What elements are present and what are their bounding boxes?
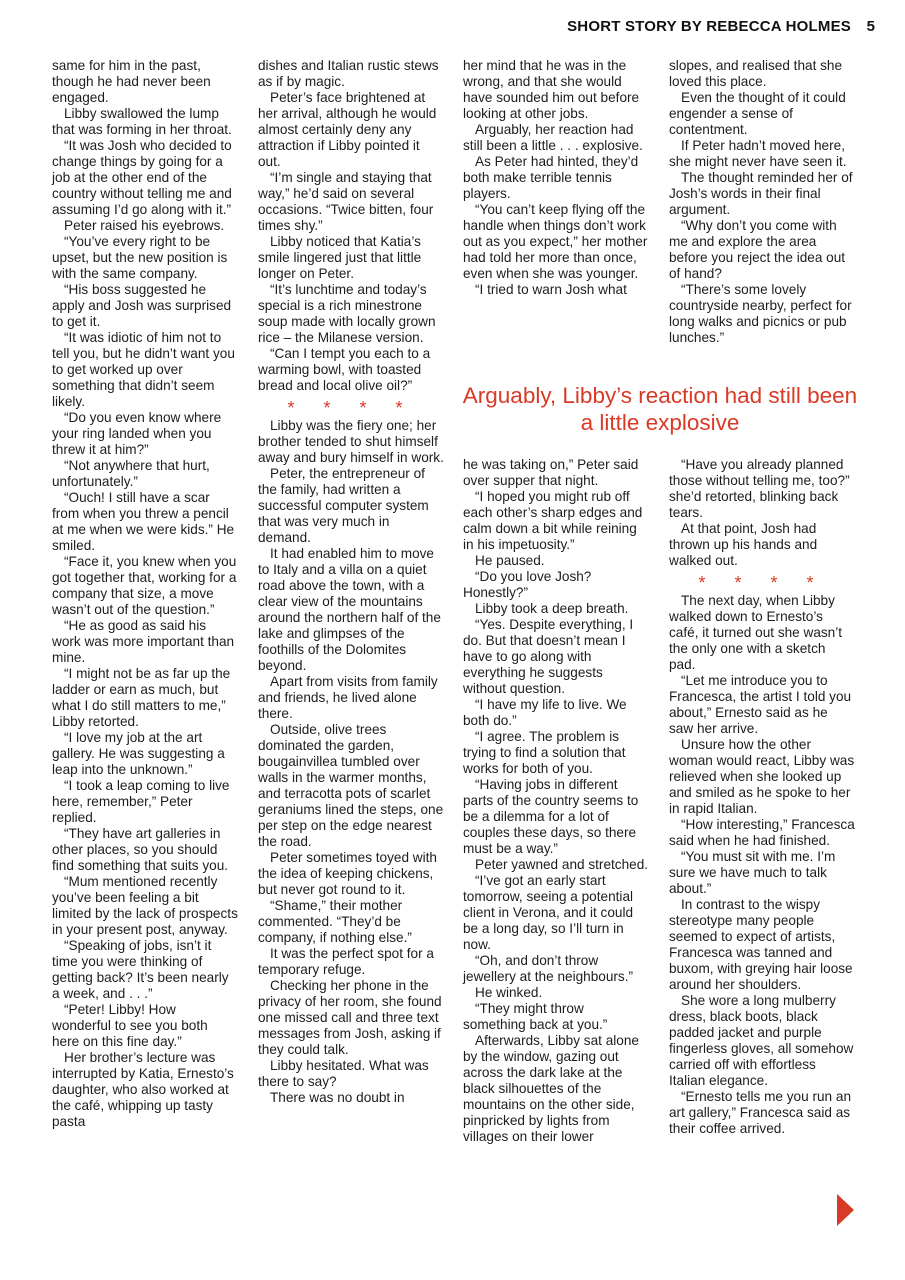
paragraph: At that point, Josh had thrown up his hands and walked out. — [669, 521, 818, 568]
paragraph: her mind that he was in the wrong, and that she would have sounded him out before looking at other jobs. — [463, 58, 640, 121]
column-3-bottom — [463, 457, 649, 1145]
paragraph: “I took a leap coming to live here, remember,” Peter replied. — [52, 778, 230, 825]
paragraph: “How interesting,” Francesca said when he had finished. — [669, 817, 855, 848]
paragraph: “They might throw something back at you.” — [463, 1001, 608, 1032]
paragraph: “Mum mentioned recently you’ve been feeling a bit limited by the lack of prospects in your present post, anyway. — [52, 874, 238, 937]
paragraph: Apart from visits from family and friends, he lived alone there. — [258, 674, 438, 721]
paragraph: He paused. — [475, 553, 545, 568]
paragraph: Peter’s face brightened at her arrival, although he would almost certainly deny any attraction if Libby pointed it out. — [258, 90, 437, 169]
paragraph: Checking her phone in the privacy of her room, she found one missed call and three text messages from Josh, asking if they could talk. — [258, 978, 442, 1057]
column-4-bottom — [669, 457, 855, 1137]
paragraph: If Peter hadn’t moved here, she might never have seen it. — [669, 138, 847, 169]
paragraph: Libby hesitated. What was there to say? — [258, 1058, 429, 1089]
paragraph: “I might not be as far up the ladder or earn as much, but what I do still matters to me,” Libby retorted. — [52, 666, 231, 729]
section-separator: * * * * — [287, 398, 415, 418]
paragraph: “I agree. The problem is trying to find a solution that works for both of you. — [463, 729, 626, 776]
paragraph: same for him in the past, though he had never been engaged. — [52, 58, 211, 105]
story-header-title: SHORT STORY BY REBECCA HOLMES — [567, 18, 851, 35]
paragraph: Libby took a deep breath. — [475, 601, 629, 616]
paragraph: “There’s some lovely countryside nearby, perfect for long walks and picnics or pub lunches.” — [669, 282, 852, 345]
paragraph: Peter raised his eyebrows. — [64, 218, 225, 233]
paragraph: “Having jobs in different parts of the country seems to be a dilemma for a lot of couples these days, so there must be a way.” — [463, 777, 639, 856]
paragraph: Libby swallowed the lump that was forming in her throat. — [52, 106, 232, 137]
paragraph: “Ernesto tells me you run an art gallery,” Francesca said as their coffee arrived. — [669, 1089, 852, 1136]
paragraph: “It was idiotic of him not to tell you, but he didn’t want you to get worked up over something that didn’t seem likely. — [52, 330, 235, 409]
paragraph: Her brother’s lecture was interrupted by Katia, Ernesto’s daughter, who also worked at the café, whipping up tasty pasta — [52, 1050, 234, 1129]
paragraph: “Yes. Despite everything, I do. But that doesn’t mean I have to go along with everything he suggests without question. — [463, 617, 634, 696]
paragraph: “Not anywhere that hurt, unfortunately.” — [52, 458, 210, 489]
paragraph: “I hoped you might rub off each other’s sharp edges and calm down a bit while reining in his impetuosity.” — [463, 489, 643, 552]
paragraph: “I tried to warn Josh what — [475, 282, 627, 297]
paragraph: “His boss suggested he apply and Josh was surprised to get it. — [52, 282, 232, 329]
paragraph: Peter sometimes toyed with the idea of keeping chickens, but never got round to it. — [258, 850, 437, 897]
paragraph: “Peter! Libby! How wonderful to see you both here on this fine day.” — [52, 1002, 208, 1049]
column-2-bottom — [258, 418, 444, 1106]
paragraph: “Do you love Josh? Honestly?” — [463, 569, 592, 600]
paragraph: “Shame,” their mother commented. “They’d be company, if nothing else.” — [258, 898, 412, 945]
column-1 — [52, 58, 238, 1130]
paragraph: “You can’t keep flying off the handle when things don’t work out as you expect,” her mother had told her more than once, even when she was younger. — [463, 202, 648, 281]
paragraph: In contrast to the wispy stereotype many people seemed to expect of artists, Francesca was tanned and buxom, with greying hair loose around her shoulders. — [669, 897, 853, 992]
paragraph: “Have you already planned those without telling me, too?” she’d retorted, blinking back tears. — [669, 457, 850, 520]
paragraph: “I love my job at the art gallery. He was suggesting a leap into the unknown.” — [52, 730, 225, 777]
paragraph: “Let me introduce you to Francesca, the artist I told you about,” Ernesto said as he saw her arrive. — [669, 673, 852, 736]
paragraph: Even the thought of it could engender a sense of contentment. — [669, 90, 846, 137]
paragraph: slopes, and realised that she loved this place. — [669, 58, 843, 89]
paragraph: Arguably, her reaction had still been a little . . . explosive. — [463, 122, 643, 153]
column-2-top — [258, 58, 444, 394]
paragraph: As Peter had hinted, they’d both make terrible tennis players. — [463, 154, 639, 201]
column-4-middle — [669, 457, 855, 569]
column-3-top — [463, 58, 649, 298]
section-separator: * * * * — [698, 573, 826, 593]
paragraph: dishes and Italian rustic stews as if by magic. — [258, 58, 439, 89]
paragraph: “Oh, and don’t throw jewellery at the neighbours.” — [463, 953, 634, 984]
paragraph: Libby noticed that Katia’s smile lingered just that little longer on Peter. — [258, 234, 422, 281]
paragraph: “You’ve every right to be upset, but the new position is with the same company. — [52, 234, 228, 281]
page-number: 5 — [866, 18, 875, 35]
paragraph: There was no doubt in — [270, 1090, 405, 1105]
paragraph: Libby was the fiery one; her brother tended to shut himself away and bury himself in work. — [258, 418, 444, 465]
paragraph: Peter, the entrepreneur of the family, had written a successful computer system that was very much in demand. — [258, 466, 429, 545]
paragraph: Peter yawned and stretched. — [475, 857, 649, 872]
paragraph: “Do you even know where your ring landed when you threw it at him?” — [52, 410, 222, 457]
paragraph: “I’ve got an early start tomorrow, seeing a potential client in Verona, and it could be a long day, so I’ll turn in now. — [463, 873, 634, 952]
paragraph: “Face it, you knew when you got together that, working for a company that size, a move wasn’t out of the question.” — [52, 554, 237, 617]
paragraph: “He as good as said his work was more important than mine. — [52, 618, 235, 665]
paragraph: “Ouch! I still have a scar from when you threw a pencil at me when we were kids.” He smiled. — [52, 490, 235, 553]
paragraph: “It’s lunchtime and today’s special is a rich minestrone soup made with locally grown rice – the Milanese version. — [258, 282, 436, 345]
column-4-top — [669, 58, 855, 346]
paragraph: The thought reminded her of Josh’s words in their final argument. — [669, 170, 853, 217]
pull-quote: Arguably, Libby’s reaction had still been a little explosive — [462, 383, 858, 435]
paragraph: He winked. — [475, 985, 543, 1000]
paragraph: The next day, when Libby walked down to Ernesto’s café, it turned out she wasn’t the only one with a sketch pad. — [669, 593, 843, 672]
paragraph: It was the perfect spot for a temporary refuge. — [258, 946, 434, 977]
paragraph: Outside, olive trees dominated the garden, bougainvillea tumbled over walls in the warmer months, and terracotta pots of scarlet geraniums lined the steps, one per step on the edge nearest the road. — [258, 722, 444, 849]
paragraph: It had enabled him to move to Italy and a villa on a quiet road above the town, with a clear view of the mountains around the northern half of the lake and glimpses of the foothills of the Dolomites beyond. — [258, 546, 441, 673]
column-4-end — [669, 593, 855, 1137]
paragraph: “I’m single and staying that way,” he’d said on several occasions. “Twice bitten, four times shy.” — [258, 170, 434, 233]
paragraph: “Why don’t you come with me and explore the area before you reject the idea out of hand? — [669, 218, 846, 281]
paragraph: “I have my life to live. We both do.” — [463, 697, 627, 728]
paragraph: Unsure how the other woman would react, Libby was relieved when she looked up and smiled as he spoke to her in rapid Italian. — [669, 737, 855, 816]
paragraph: “You must sit with me. I’m sure we have much to talk about.” — [669, 849, 836, 896]
paragraph: “They have art galleries in other places, so you should find something that suits you. — [52, 826, 229, 873]
paragraph: he was taking on,” Peter said over supper that night. — [463, 457, 639, 488]
paragraph: “It was Josh who decided to change things by going for a job at the other end of the country without telling me and assuming I’d go along with it.” — [52, 138, 232, 217]
paragraph: She wore a long mulberry dress, black boots, black padded jacket and purple fingerless gloves, all somehow carried off with effortless Italian elegance. — [669, 993, 854, 1088]
paragraph: “Speaking of jobs, isn’t it time you were thinking of getting back? It’s been nearly a week, and . . .” — [52, 938, 229, 1001]
paragraph: “Can I tempt you each to a warming bowl, with toasted bread and local olive oil?” — [258, 346, 431, 393]
continue-arrow-icon — [837, 1194, 854, 1226]
paragraph: Afterwards, Libby sat alone by the window, gazing out across the dark lake at the black silhouettes of the mountains on the other side, pinpricked by lights from villages on their lower — [463, 1033, 639, 1144]
column-2 — [258, 58, 444, 1106]
